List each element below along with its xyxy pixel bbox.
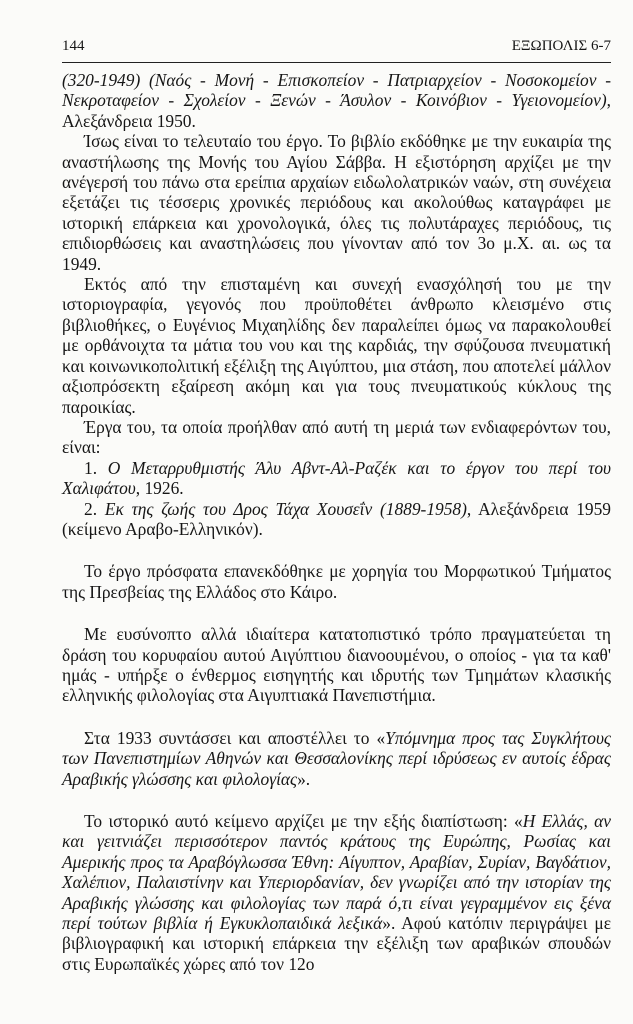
running-header xyxy=(62,38,611,60)
list-item-1 xyxy=(62,458,611,499)
list-item-2 xyxy=(62,499,611,540)
paragraph-7-start: Το ιστορικό αυτό κείμενο αρχίζει με την εξής διαπίστωση: « xyxy=(84,811,523,831)
intro-paragraph xyxy=(62,70,611,131)
paragraph-6-title: Υπόμνημα προς τας Συγκλήτους των Πανεπιστημίων Αθηνών και Θεσσαλονίκης περί ιδρύσεως εν αυτοίς έδρας Αραβικής γλώσσης και φιλολογίας xyxy=(62,727,611,789)
list-item-2-number: 2. xyxy=(84,498,105,519)
list-item-1-number: 1. xyxy=(84,457,108,478)
intro-italic: (320-1949) (Ναός - Μονή - Επισκοπείον - Πατριαρχείον - Νοσοκομείον - Νεκροταφείον - Σχολείον - Ξενών - Άσυλον - Κοινόβιον - Υγειονομείον) xyxy=(62,70,611,111)
paragraph-2: Εκτός από την επισταμένη και συνεχή ενασχόλησή του με την ιστοριογραφία, γεγονός που προϋποθέτει άνθρωπο κλεισμένο στις βιβλιοθήκες, ο Ευγένιος Μιχαηλίδης δεν παραλείπει όμως να παρακολουθεί με ορθάνοιχτα τα μάτια του νου και της καρδιάς, την σφύζουσα πνευματική και κοινωνικοπολιτική εξέλιξη της Αιγύπτου, μια στάση, που αποτελεί μάλλον αξιοπρόσεκτη εξαίρεση ακόμη και για τους πνευματικούς κύκλους της παροικίας. xyxy=(62,274,611,417)
list-item-2-title: Εκ της ζωής του Δρος Τάχα Χουσεΐν (1889-1958) xyxy=(104,498,467,519)
paragraph-6-end: ». xyxy=(297,768,311,789)
paragraph-6-start: Στα 1933 συντάσσει και αποστέλλει το « xyxy=(84,727,386,748)
paragraph-5: Με ευσύνοπτο αλλά ιδιαίτερα κατατοπιστικό τρόπο πραγματεύεται τη δράση του κορυφαίου αυτού Αιγύπτιου διανοουμένου, ο οποίος - για τα καθ' ημάς - υπήρξε ο ένθερμος εισηγητής και ιδρυτής των Τμημάτων κλασικής ελληνικής φιλολογίας στα Αιγυπτιακά Πανεπιστήμια. xyxy=(62,624,611,706)
list-item-1-rest: , 1926. xyxy=(135,478,184,499)
paragraph-7-end: ». Αφού κατόπιν περιγράψει με βιβλιογραφική και ιστορική επάρκεια την εξέλιξη των αραβικών σπουδών στις Ευρωπαϊκές χώρες από τον 12ο xyxy=(62,913,611,974)
running-title: ΕΞΩΠΟΛΙΣ 6-7 xyxy=(511,38,611,54)
page-number: 144 xyxy=(62,38,85,54)
list-item-2-rest: , Αλεξάνδρεια 1959 (κείμενο Αραβο-Ελληνικόν). xyxy=(62,498,611,539)
paragraph-4: Το έργο πρόσφατα επανεκδόθηκε με χορηγία του Μορφωτικού Τμήματος της Πρεσβείας της Ελλάδος στο Κάιρο. xyxy=(62,561,611,602)
paragraph-7-quote: Η Ελλάς, αν και γειτνιάζει περισσότερον παντός κράτους της Ευρώπης, Ρωσίας και Αμερικής προς τα Αραβόγλωσσα Έθνη: Αίγυπτον, Αραβίαν, Συρίαν, Βαγδάτιον, Χαλέπιον, Παλαιστίνην και Υπεριορδανίαν, δεν γνωρίζει από την ιστορίαν της Αραβικής γλώσσης και φιλολογίας των παρά ό,τι είναι γεγραμμένον εις ξένα περί τούτων βιβλία ή Εγκυκλοπαιδικά λεξικά xyxy=(62,811,611,934)
paragraph-1: Ίσως είναι το τελευταίο του έργο. Το βιβλίο εκδόθηκε με την ευκαιρία της αναστήλωσης της Μονής του Αγίου Σάββα. Η εξιστόρηση αρχίζει με την ανέγερσή του πάνω στα ερείπια αρχαίων ειδωλολατρικών ναών, στη συνέχεια εξετάζει τις τέσσερις χρονικές περιόδους και ακολούθως καταγράφει με ιστορική επάρκεια και χρονολογικά, όλες τις πολυτάραχες περιόδους, τις επιδιορθώσεις και αναστηλώσεις που γίνονταν από τον 3ο μ.Χ. αι. ως τα 1949. xyxy=(62,131,611,274)
intro-rest: , Αλεξάνδρεια 1950. xyxy=(62,90,611,131)
list-item-1-title: Ο Μεταρρυθμιστής Άλυ Αβντ-Αλ-Ραζέκ και το έργον του περί του Χαλιφάτου xyxy=(62,457,611,499)
paragraph-7 xyxy=(62,811,611,974)
header-rule xyxy=(62,62,611,63)
paragraph-6 xyxy=(62,728,611,789)
page-body xyxy=(62,70,611,974)
paragraph-3: Έργα του, τα οποία προήλθαν από αυτή τη μεριά των ενδιαφερόντων του, είναι: xyxy=(62,416,611,458)
